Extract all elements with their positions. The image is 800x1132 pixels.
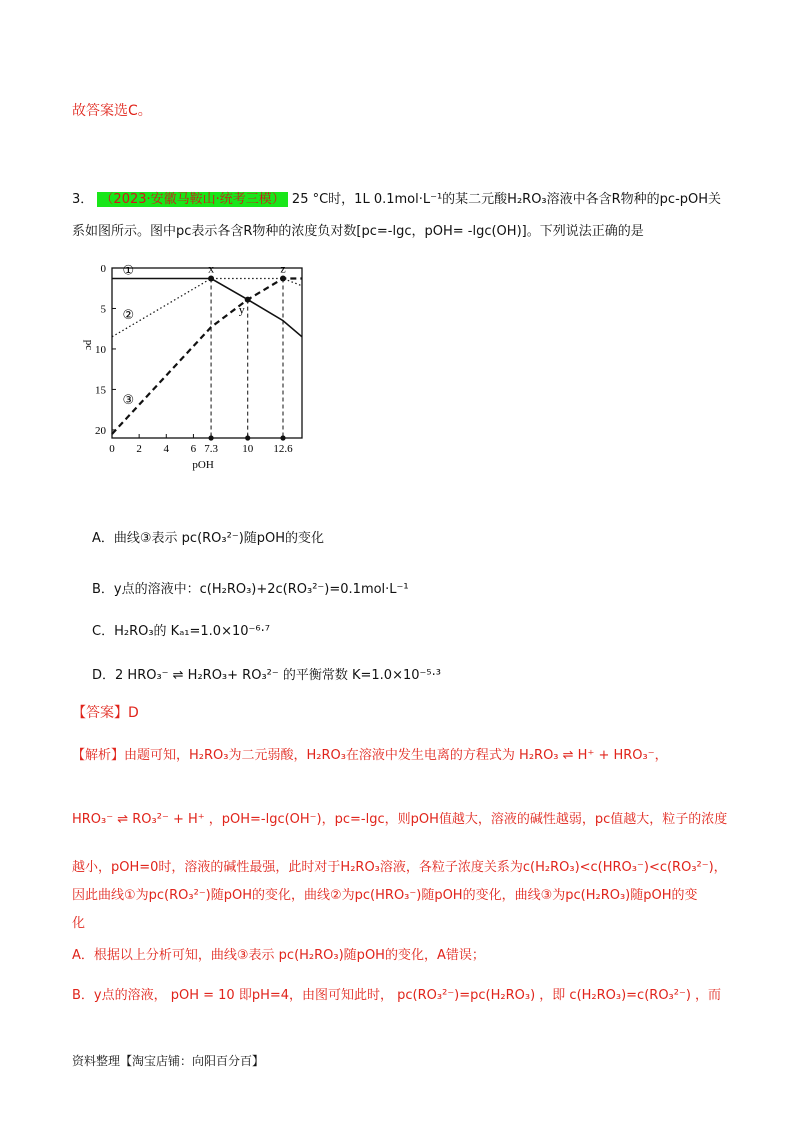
question-number: 3．	[72, 192, 94, 207]
x-tick-label: 0	[109, 443, 115, 455]
y-tick-label: 20	[95, 424, 106, 437]
option-a: A．曲线③表示 pc(RO₃²⁻)随pOH的变化	[92, 531, 325, 546]
data-point	[245, 297, 251, 303]
x-tick-label: 6	[190, 443, 197, 455]
option-d: D．2 HRO₃⁻ ⇌ H₂RO₃+ RO₃²⁻ 的平衡常数 K=1.0×10⁻⁵·³	[92, 668, 441, 683]
pc-poh-chart	[76, 258, 316, 490]
x-tick-label: 7.3	[204, 443, 218, 455]
question-stem-line1	[72, 188, 721, 207]
series-line	[112, 279, 302, 337]
series-label: ②	[122, 308, 135, 324]
x-tick-label: 12.6	[273, 443, 293, 455]
answer-label: 【答案】D	[72, 705, 139, 721]
x-tick-label: 2	[136, 443, 142, 455]
axis-point	[280, 435, 285, 440]
axis-point	[245, 435, 250, 440]
analysis-line-5: 化	[72, 916, 86, 931]
data-point	[280, 276, 286, 282]
plot-frame	[112, 268, 302, 438]
question-stem-line2: 系如图所示。图中pc表示各含R物种的浓度负对数[pc=-lgc，pOH= -lgc(OH)]。下列说法正确的是	[72, 224, 644, 239]
y-axis-label: pc	[83, 339, 95, 351]
data-point	[208, 276, 214, 282]
analysis-option-b: B．y点的溶液， pOH = 10 即pH=4，由图可知此时， pc(RO₃²⁻)=pc(H₂RO₃) ，即 c(H₂RO₃)=c(RO₃²⁻) ，而	[72, 988, 722, 1003]
axis-point	[208, 435, 213, 440]
x-tick-label: 4	[163, 443, 170, 455]
x-axis-label: pOH	[192, 459, 214, 471]
series-line	[112, 279, 302, 337]
option-b: B．y点的溶液中：c(H₂RO₃)+2c(RO₃²⁻)=0.1mol·L⁻¹	[92, 582, 409, 597]
analysis-line-2: HRO₃⁻ ⇌ RO₃²⁻ + H⁺ ，pOH=-lgc(OH⁻)，pc=-lgc，则pOH值越大，溶液的碱性越弱，pc值越大，粒子的浓度	[72, 812, 728, 827]
x-tick-label: 10	[242, 443, 254, 455]
series-line	[112, 279, 302, 435]
answer-conclusion: 故答案选C。	[72, 103, 152, 119]
series-label: ③	[122, 393, 135, 409]
y-tick-label: 10	[95, 343, 106, 356]
footer-credit: 资料整理【淘宝店铺：向阳百分百】	[72, 1054, 265, 1068]
analysis-option-a: A．根据以上分析可知，曲线③表示 pc(H₂RO₃)随pOH的变化，A错误；	[72, 948, 485, 963]
analysis-line-3: 越小，pOH=0时，溶液的碱性最强，此时对于H₂RO₃溶液，各粒子浓度关系为c(H₂RO₃)<c(HRO₃⁻)<c(RO₃²⁻)，	[72, 860, 727, 875]
question-stem-text: 25 °C时，1L 0.1mol·L⁻¹的某二元酸H₂RO₃溶液中各含R物种的pc-pOH关	[291, 192, 722, 207]
analysis-line-1: 【解析】由题可知，H₂RO₃为二元弱酸，H₂RO₃在溶液中发生电离的方程式为 H₂RO₃ ⇌ H⁺ + HRO₃⁻，	[72, 748, 668, 763]
series-label: ①	[122, 263, 135, 279]
option-c: C．H₂RO₃的 Kₐ₁=1.0×10⁻⁶·⁷	[92, 624, 270, 639]
y-tick-label: 0	[100, 263, 106, 275]
analysis-line-4: 因此曲线①为pc(RO₃²⁻)随pOH的变化，曲线②为pc(HRO₃⁻)随pOH的变化，曲线③为pc(H₂RO₃)随pOH的变	[72, 888, 698, 903]
question-source-badge: （2023·安徽马鞍山·统考三模）	[97, 192, 287, 207]
y-tick-label: 5	[100, 303, 106, 316]
y-tick-label: 15	[95, 384, 106, 397]
point-label: x	[208, 261, 215, 276]
point-label: z	[280, 261, 286, 276]
point-label: y	[238, 302, 245, 317]
